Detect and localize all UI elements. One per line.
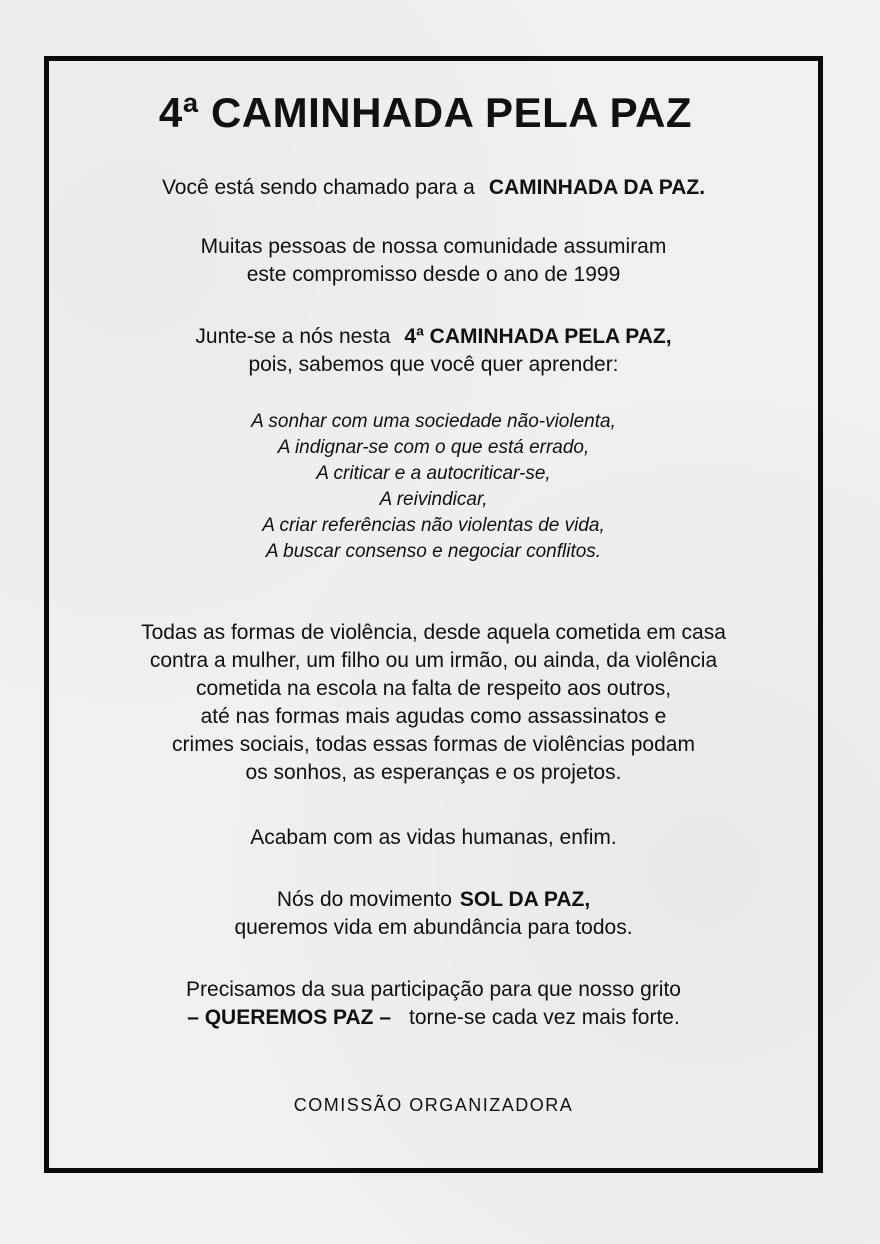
movement-bold: SOL DA PAZ, [459, 888, 591, 911]
signature: COMISSÃO ORGANIZADORA [293, 1095, 574, 1115]
violence-line: os sonhos, as esperanças e os projetos. [245, 761, 622, 784]
invite-line-1 [49, 323, 818, 351]
participation-rest: torne-se cada vez mais forte. [409, 1006, 680, 1029]
participation-line-2 [49, 1004, 818, 1032]
movement-text: Nós do movimento [276, 888, 452, 911]
learn-item: A criticar e a autocriticar-se, [316, 463, 551, 484]
intro-line [49, 174, 818, 202]
violence-line: até nas formas mais agudas como assassinatos e [200, 705, 667, 728]
invite-text: Junte-se a nós nesta [195, 325, 391, 348]
community-line-2: este compromisso desde o ano de 1999 [246, 263, 621, 286]
movement-line-2: queremos vida em abundância para todos. [234, 916, 633, 939]
learn-item: A buscar consenso e negociar conflitos. [265, 541, 602, 562]
invite-line-2: pois, sabemos que você quer aprender: [248, 353, 619, 376]
end-lives-line: Acabam com as vidas humanas, enfim. [250, 826, 617, 849]
movement-line-1 [49, 886, 818, 914]
violence-line: Todas as formas de violência, desde aquela cometida em casa [141, 621, 726, 644]
invite-bold: 4ª CAMINHADA PELA PAZ, [404, 325, 672, 348]
queremos-paz-bold: – QUEREMOS PAZ – [187, 1006, 392, 1029]
participation-line-1: Precisamos da sua participação para que nosso grito [186, 978, 681, 1001]
intro-bold: CAMINHADA DA PAZ. [488, 176, 706, 199]
learn-item: A indignar-se com o que está errado, [277, 437, 590, 458]
learn-item: A criar referências não violentas de vida, [262, 515, 605, 536]
violence-line: cometida na escola na falta de respeito aos outros, [195, 677, 672, 700]
intro-text: Você está sendo chamado para a [161, 176, 475, 199]
learn-item: A sonhar com uma sociedade não-violenta, [251, 411, 616, 432]
learn-item: A reivindicar, [379, 489, 488, 510]
community-line-1: Muitas pessoas de nossa comunidade assumiram [200, 235, 667, 258]
violence-line: crimes sociais, todas essas formas de violências podam [172, 733, 695, 756]
flyer-frame [44, 56, 823, 1173]
violence-line: contra a mulher, um filho ou um irmão, ou ainda, da violência [149, 649, 718, 672]
flyer-title: 4ª CAMINHADA PELA PAZ [158, 89, 693, 136]
